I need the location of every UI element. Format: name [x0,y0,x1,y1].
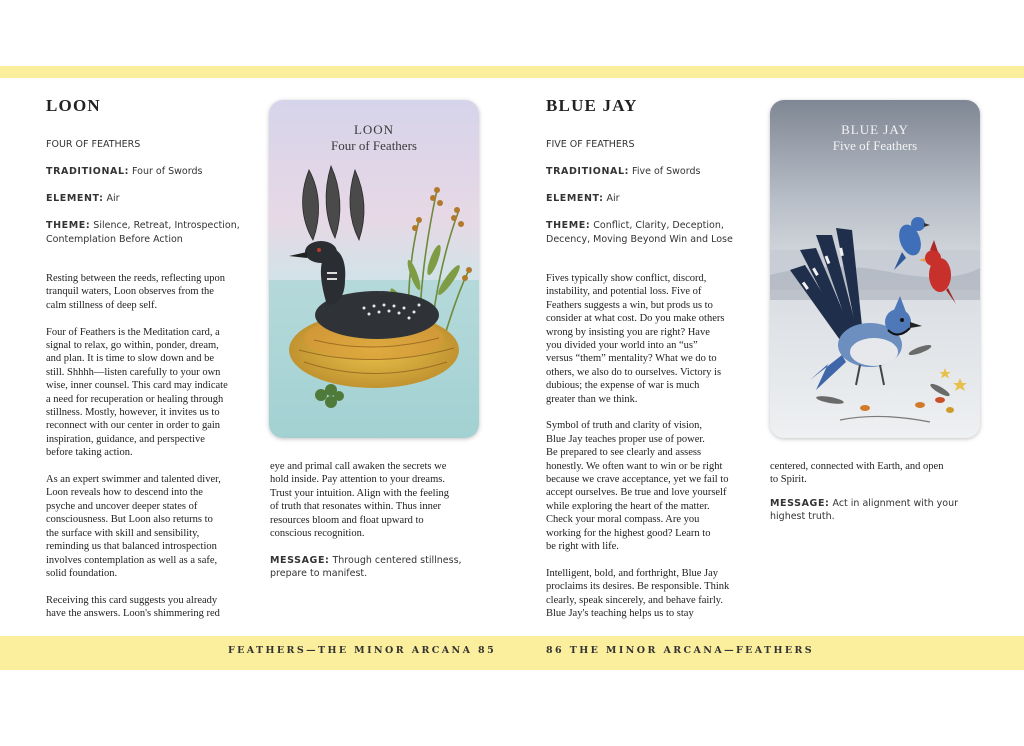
left-column-2 [270,460,495,580]
left-body-col1-line: Resting between the reeds, reflecting upon [46,273,226,284]
right-body-col1-line: while exploring the heart of the matter. [546,500,710,512]
element-value: Air [106,193,120,204]
right-column-2 [770,460,985,523]
left-page-header [46,96,261,247]
right-body-col1-line: Blue Jay teaches proper use of power. [546,433,705,445]
right-body-col1-line: dubious; the expense of war is much [546,380,700,392]
traditional-label: TRADITIONAL: [46,166,130,177]
left-body-col1-line: still. Shhhh—listen carefully to your own [46,366,221,378]
left-body-col1-line: psyche and uncover deeper states of [46,500,198,512]
theme-value-1: Silence, Retreat, Introspection, [93,220,240,231]
right-body-col1-line: greater than we think. [546,393,638,405]
right-body-column-2 [770,460,985,487]
message-value-1: Act in alignment with your [832,497,959,509]
left-page-footer: FEATHERS—THE MINOR ARCANA 85 [228,645,497,656]
left-body-col1-line: involves contemplation as well as a safe, [46,554,218,566]
left-body-col2-line: eye and primal call awaken the secrets we [270,461,447,472]
right-body-col1-line: Blue Jay's teaching helps us to stay [546,608,694,620]
left-page-title: LOON [46,96,101,115]
element-label: ELEMENT: [46,193,104,204]
loon-card-suit: Four of Feathers [331,138,417,153]
left-subtitle: FOUR OF FEATHERS [46,139,141,150]
blue-jay-card-illustration [770,100,980,438]
traditional-value: Four of Swords [132,166,203,177]
message-value-2: highest truth. [770,510,835,522]
right-body-col1-line: versus “them” mentality? What we do to [546,353,717,365]
left-body-col1-line: signal to relax, go within, ponder, dream, [46,340,219,352]
blue-jay-card-suit: Five of Feathers [832,138,918,153]
left-body-col1-line: have the answers. Loon's shimmering red [46,608,220,620]
left-body-col1-line: Four of Feathers is the Meditation card, a [46,326,220,338]
theme-value-2: Decency, Moving Beyond Win and Lose [546,234,733,245]
left-body-col2-line: resources bloom and float upward to [270,514,424,526]
left-body-col1-line: calm stillness of deep self. [46,299,158,311]
right-body-col1-line: because we crave acceptance, yet we fail to [546,474,729,486]
traditional-label: TRADITIONAL: [546,166,630,177]
left-message [270,554,495,580]
blue-jay-card-name: BLUE JAY [841,122,909,137]
left-body-col1-line [46,580,261,593]
right-body-col1-line: Fives typically show conflict, discord, [546,273,707,284]
loon-card-title [269,122,479,154]
right-body-col1-line [546,554,761,567]
right-page-footer: 86 THE MINOR ARCANA—FEATHERS [546,645,815,656]
left-body-col2-line: Trust your intuition. Align with the feeling [270,487,449,499]
right-page-title: BLUE JAY [546,96,638,115]
left-body-col1-line: inspiration, guidance, and perspective [46,433,205,445]
right-page-header [546,96,761,247]
right-body-col2-line: to Spirit. [770,474,807,486]
bottom-color-band [0,636,1024,670]
message-value-2: prepare to manifest. [270,568,368,580]
right-body-col1-line: Be prepared to see clearly and assess [546,447,702,459]
right-body-col1-line: accept ourselves. Be true and love yourself [546,487,727,499]
message-label: MESSAGE: [270,555,330,567]
right-body-col1-line: you divided your world into an “us” [546,340,698,352]
left-body-col1-line: solid foundation. [46,567,118,579]
right-body-col1-line: be right with life. [546,541,619,553]
right-body-col1-line [546,406,761,419]
right-body-col2-line: centered, connected with Earth, and open [770,461,944,472]
left-body-col2-line: of truth that resonates within. Thus inner [270,501,441,513]
left-body-col2-line: hold inside. Pay attention to your dreams. [270,474,445,486]
left-body-col1-line: Receiving this card suggests you already [46,594,218,606]
loon-card-name: LOON [353,122,395,137]
element-label: ELEMENT: [546,193,604,204]
right-body-col1-line: consider at what cost. Do you make others [546,313,725,325]
left-body-col1-line: As an expert swimmer and talented diver, [46,474,221,486]
left-body-col1-line: tranquil waters, Loon observes from the [46,286,214,298]
left-body-col1-line [46,460,261,473]
left-body-col1-line [46,312,261,325]
left-body-col2-line: conscious recognition. [270,528,365,540]
left-body-col1-line: before taking action. [46,447,133,459]
theme-value-1: Conflict, Clarity, Deception, [593,220,724,231]
loon-card-illustration [269,100,479,438]
left-element [46,192,261,206]
right-body-col1-line: working for the highest good? Learn to [546,527,711,539]
blue-jay-card-title [770,122,980,154]
right-body-col1-line: honestly. We often want to win or be right [546,460,723,472]
right-body-col1-line: Check your moral compass. Are you [546,514,700,526]
left-body-col1-line: stillness. Mostly, however, it invites us to [46,407,220,419]
right-body-col1-line: Intelligent, bold, and forthright, Blue Jay [546,567,719,579]
right-body-col1-line: Feathers suggests a win, but prods us to [546,299,713,311]
left-body-col1-line: a need for recuperation or healing through [46,393,224,405]
right-body-col1-line: instability, and potential loss. Five of [546,286,702,298]
right-message [770,497,985,523]
left-body-col1-line: reminding us that balanced introspection [46,541,217,553]
theme-value-2: Contemplation Before Action [46,234,183,245]
traditional-value: Five of Swords [632,166,701,177]
right-element [546,192,761,206]
left-traditional [46,165,261,179]
element-value: Air [606,193,620,204]
right-body-col1-line: wrong by insisting you are right? Have [546,326,710,338]
message-label: MESSAGE: [770,497,830,509]
left-body-column-2 [270,460,495,540]
theme-label: THEME: [46,220,91,231]
message-value-1: Through centered stillness, [332,555,462,567]
right-subtitle: FIVE OF FEATHERS [546,139,635,150]
theme-label: THEME: [546,220,591,231]
left-body-column-1 [46,272,261,621]
right-body-col1-line: others, we also do to ourselves. Victory is [546,366,722,378]
left-body-col1-line: reconnect with our center in order to gain [46,420,221,432]
right-body-col1-line: clearly, speak sincerely, and behave fairly. [546,594,723,606]
right-body-col1-line: proclaims its desires. Be responsible. Think [546,581,730,593]
right-traditional [546,165,761,179]
right-theme [546,219,761,247]
right-body-col1-line: Symbol of truth and clarity of vision, [546,420,703,432]
left-body-col1-line: Loon reveals how to descend into the [46,487,203,499]
left-body-col1-line: and plan. It is time to slow down and be [46,353,214,365]
left-theme [46,219,261,247]
top-color-band [0,66,1024,78]
right-body-column-1 [546,272,761,621]
left-body-col1-line: consciousness. But Loon also returns to [46,514,213,526]
left-body-col1-line: the surface with skill and sensibility, [46,527,200,539]
left-body-col1-line: wise, inner counsel. This card may indicate [46,380,228,392]
